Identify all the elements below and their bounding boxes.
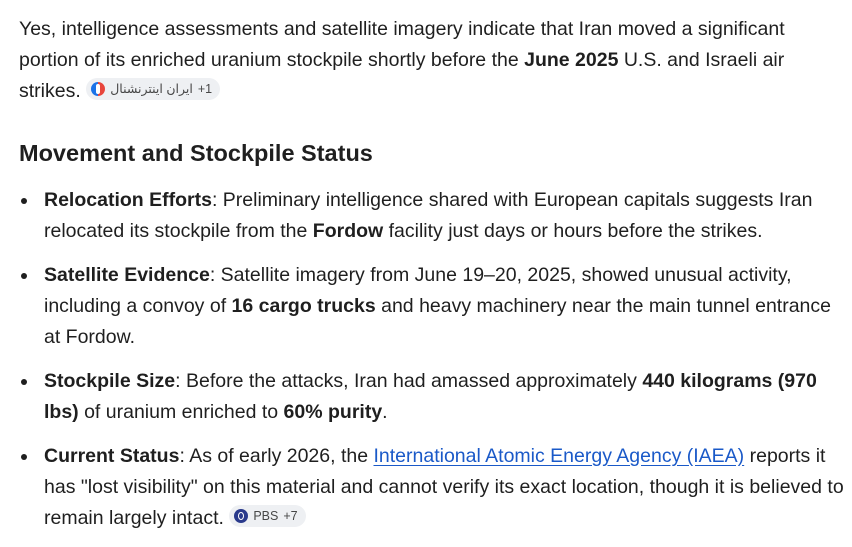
bullet-text: and heavy machinery near the main tunnel entrance at Fordow. [44,295,831,348]
bullet-text: facility just days or hours before the strikes. [383,220,763,242]
intro-paragraph [19,14,829,107]
bullet-text: : Satellite imagery from June 19–20, 2025, showed unusual activity, including a convoy of [44,264,792,317]
answer-content [19,14,845,529]
bullet-text: reports it has "lost visibility" on this material and cannot verify its exact location, though it is believed to remain largely intact. [44,445,844,529]
bullet-text: : As of early 2026, the [179,445,374,467]
intro-text-after: U.S. and Israeli air strikes. [19,49,785,102]
bullet-list [19,185,845,547]
iran-international-logo-icon [91,82,105,96]
bullet-dot [21,198,27,204]
bullet-dot [21,273,27,279]
bullet-text: of uranium enriched to [78,401,284,423]
bullet-title: Satellite Evidence [44,264,210,286]
bullet-text: : Before the attacks, Iran had amassed approximately [175,370,643,392]
list-item-current-status [19,441,845,534]
section-heading: Movement and Stockpile Status [19,140,373,166]
bullet-dot [21,379,27,385]
source-chip-iran-international[interactable] [86,78,220,100]
intro-text-before: Yes, intelligence assessments and satellite imagery indicate that Iran moved a significant portion of its enriched uranium stockpile shortly before the [19,18,785,71]
intro-bold-date: June 2025 [524,49,619,71]
list-item-stockpile-size [19,366,845,428]
bullet-title: Relocation Efforts [44,189,212,211]
list-item-relocation-efforts [19,185,845,247]
iaea-link[interactable]: International Atomic Energy Agency (IAEA) [373,445,745,467]
bullet-bold: 440 kilograms (970 lbs) [44,370,817,423]
bullet-bold: Fordow [312,220,384,242]
bullet-bold: 16 cargo trucks [231,295,376,317]
bullet-title: Stockpile Size [44,370,176,392]
source-chip-pbs[interactable] [229,505,305,527]
source-chip-count: +7 [283,509,298,523]
bullet-text: : Preliminary intelligence shared with European capitals suggests Iran relocated its stockpile from the [44,189,813,242]
bullet-dot [21,454,27,460]
source-chip-label: PBS [253,509,279,523]
bullet-text: . [382,401,388,423]
bullet-bold: 60% purity [283,401,383,423]
source-chip-count: +1 [197,82,213,96]
list-item-satellite-evidence [19,260,845,353]
pbs-logo-icon [234,509,248,523]
source-chip-label: ایران اینترنشنال [110,82,193,96]
bullet-title: Current Status [44,445,180,467]
